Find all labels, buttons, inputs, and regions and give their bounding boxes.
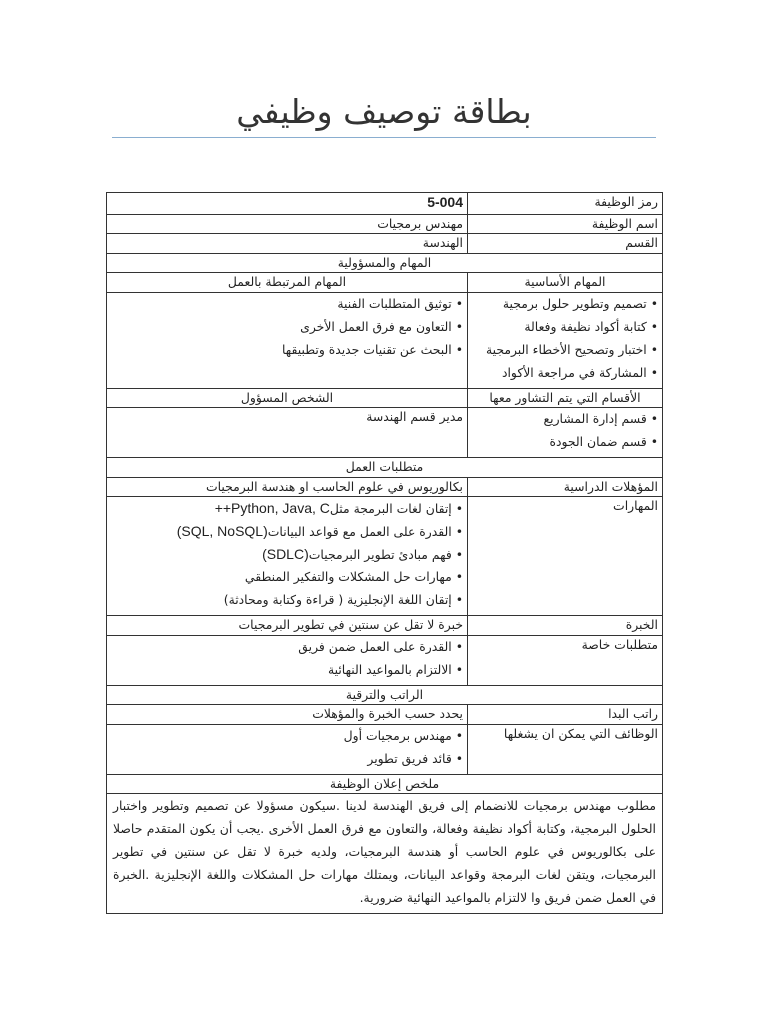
section-header-row [107, 458, 663, 478]
job-code-value: 5-004 [107, 193, 468, 215]
requirements-section-header: متطلبات العمل [107, 458, 663, 478]
skills-row [107, 497, 663, 616]
special-requirements-row [107, 635, 663, 685]
list-item: • التعاون مع فرق العمل الأخرى [111, 317, 463, 340]
start-salary-value: يحدد حسب الخبرة والمؤهلات [107, 705, 468, 725]
list-item: • كتابة أكواد نظيفة وفعالة [472, 317, 658, 340]
section-header-row [107, 253, 663, 273]
consult-departments-header: الأقسام التي يتم التشاور معها [468, 388, 663, 408]
list-item: • القدرة على العمل ضمن فريق [111, 637, 463, 660]
list-item: • اختبار وتصحيح الأخطاء البرمجية [472, 340, 658, 363]
list-item: • قسم إدارة المشاريع [472, 409, 658, 432]
list-item: • توثيق المتطلبات الفنية [111, 294, 463, 317]
list-item: • المشاركة في مراجعة الأكواد [472, 363, 658, 386]
job-name-value: مهندس برمجيات [107, 214, 468, 234]
department-value: الهندسة [107, 234, 468, 254]
title-divider [112, 137, 656, 138]
summary-section-header: ملخص إعلان الوظيفة [107, 774, 663, 794]
consult-departments-cell [468, 408, 663, 458]
summary-row [107, 794, 663, 914]
job-name-label: اسم الوظيفة [468, 214, 663, 234]
experience-label: الخبرة [468, 616, 663, 636]
job-code-label: رمز الوظيفة [468, 193, 663, 215]
positions-label: الوظائف التي يمكن ان يشغلها [468, 724, 663, 774]
section-header-row [107, 774, 663, 794]
list-item: • فهم مبادئ تطوير البرمجيات(SDLC) [111, 544, 463, 567]
tasks-header-row [107, 273, 663, 293]
skills-label: المهارات [468, 497, 663, 616]
duties-section-header: المهام والمسؤولية [107, 253, 663, 273]
list-item: • القدرة على العمل مع قواعد البيانات(SQL, NoSQL) [111, 521, 463, 544]
list-item: • قسم ضمان الجودة [472, 432, 658, 455]
list-item: • مهارات حل المشكلات والتفكير المنطقي [111, 567, 463, 590]
list-item: • إتقان لغات البرمجة مثلPython, Java, C++ [111, 498, 463, 521]
positions-row [107, 724, 663, 774]
list-item: • تصميم وتطوير حلول برمجية [472, 294, 658, 317]
qualifications-value: بكالوريوس في علوم الحاسب او هندسة البرمجيات [107, 477, 468, 497]
department-row [107, 234, 663, 254]
salary-section-header: الراتب والترقية [107, 685, 663, 705]
tasks-row [107, 292, 663, 388]
responsible-person-value: مدير قسم الهندسة [107, 408, 468, 458]
responsible-person-header: الشخص المسؤول [107, 388, 468, 408]
page-title: بطاقة توصيف وظيفي [236, 92, 532, 131]
list-item: • الالتزام بالمواعيد النهائية [111, 660, 463, 683]
core-tasks-header: المهام الأساسية [468, 273, 663, 293]
related-tasks-header: المهام المرتبطة بالعمل [107, 273, 468, 293]
experience-value: خبرة لا تقل عن سنتين في تطوير البرمجيات [107, 616, 468, 636]
list-item: • إتقان اللغة الإنجليزية ( قراءة وكتابة ومحادثة) [111, 590, 463, 613]
qualifications-row [107, 477, 663, 497]
positions-cell [107, 724, 468, 774]
skills-cell [107, 497, 468, 616]
section-header-row [107, 685, 663, 705]
special-requirements-cell [107, 635, 468, 685]
consult-header-row [107, 388, 663, 408]
experience-row [107, 616, 663, 636]
job-code-row [107, 193, 663, 215]
list-item: • قائد فريق تطوير [111, 749, 463, 772]
start-salary-row [107, 705, 663, 725]
list-item: • مهندس برمجيات أول [111, 726, 463, 749]
department-label: القسم [468, 234, 663, 254]
core-tasks-cell [468, 292, 663, 388]
consult-row [107, 408, 663, 458]
job-name-row [107, 214, 663, 234]
special-requirements-label: متطلبات خاصة [468, 635, 663, 685]
start-salary-label: راتب البدا [468, 705, 663, 725]
qualifications-label: المؤهلات الدراسية [468, 477, 663, 497]
job-description-table [106, 192, 663, 914]
related-tasks-cell [107, 292, 468, 388]
list-item: • البحث عن تقنيات جديدة وتطبيقها [111, 340, 463, 363]
job-ad-summary: مطلوب مهندس برمجيات للانضمام إلى فريق الهندسة لدينا .سيكون مسؤولا عن تصميم وتطوير واختبار الحلول البرمجية، وكتابة أكواد نظيفة وفعالة، والتعاون مع فرق العمل الأخرى .يجب أن يكون المتقدم حاصلا على بكالوريوس في علوم الحاسب أو هندسة البرمجيات، ولديه خبرة لا تقل عن سنتين في تطوير البرمجيات، ويتقن لغات البرمجة وقواعد البيانات، ويمتلك مهارات حل المشكلات واللغة الإنجليزية .الخبرة في العمل ضمن فريق وا لالتزام بالمواعيد النهائية ضرورية. [107, 794, 663, 914]
